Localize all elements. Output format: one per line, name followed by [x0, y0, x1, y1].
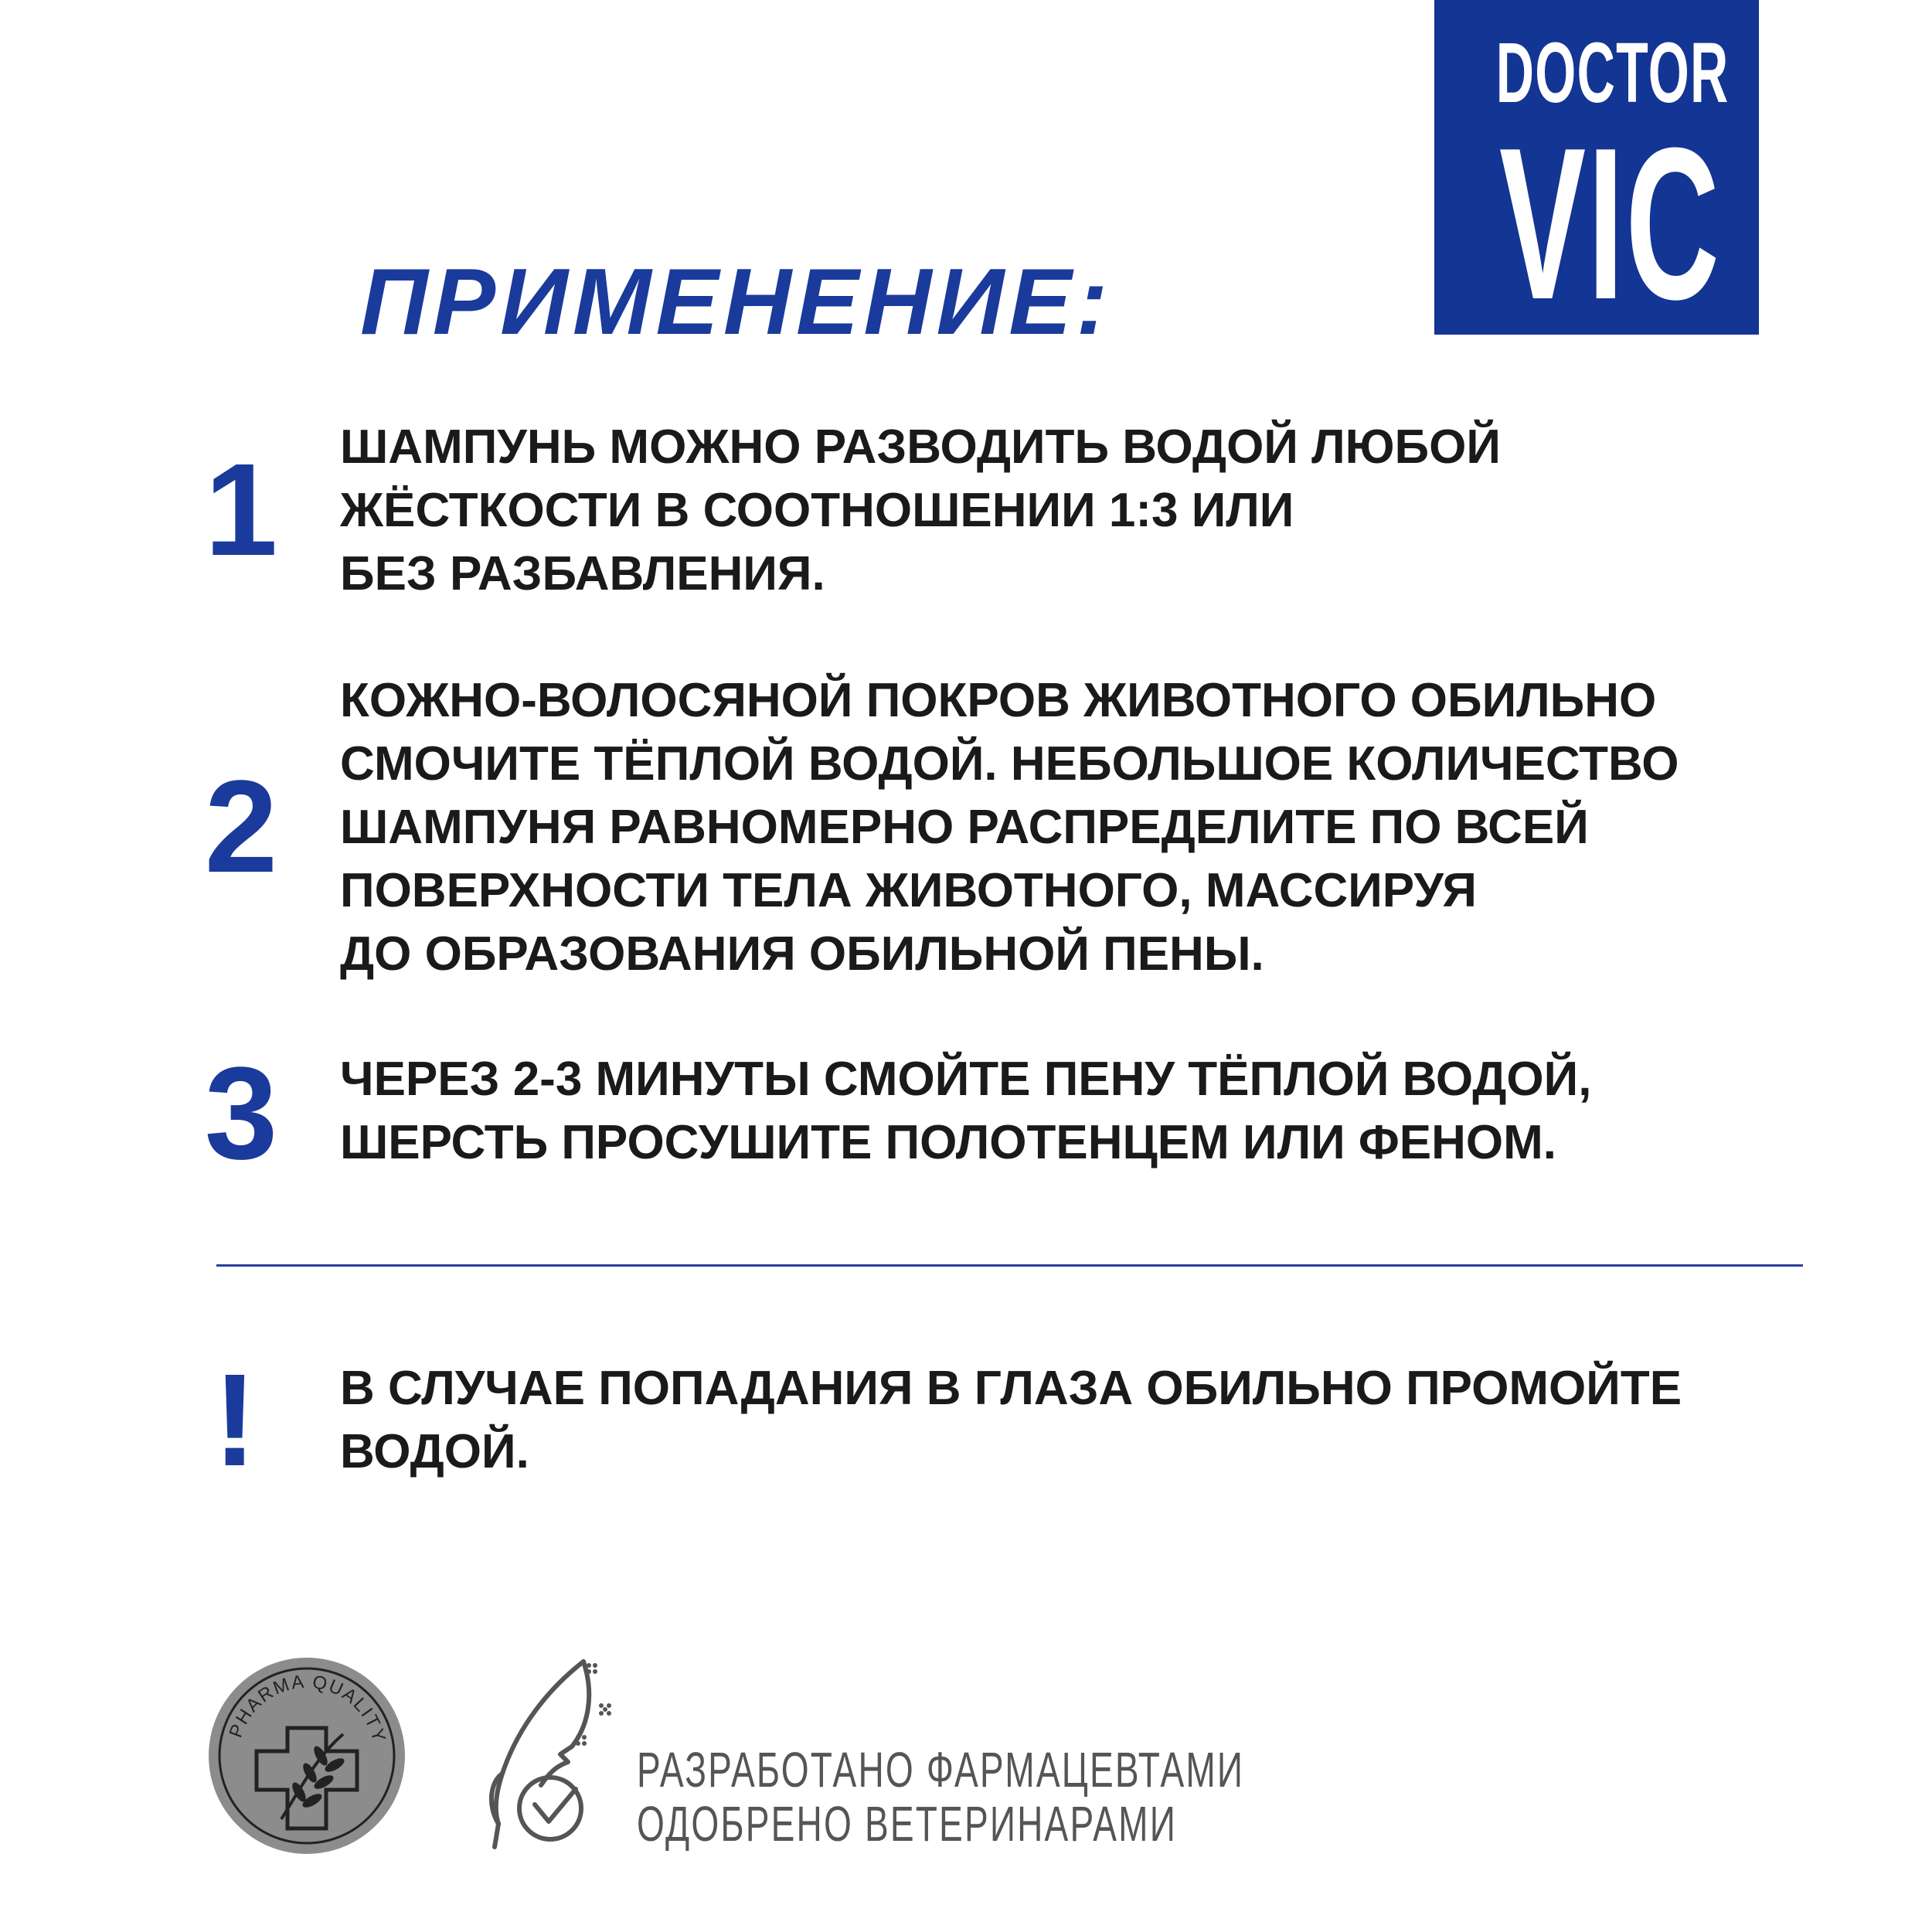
step-text: [340, 669, 1808, 986]
step-line: КОЖНО-ВОЛОСЯНОЙ ПОКРОВ ЖИВОТНОГО ОБИЛЬНО: [340, 674, 1657, 727]
step-line: БЕЗ РАЗБАВЛЕНИЯ.: [340, 547, 825, 600]
footer-claims: [637, 1743, 1244, 1851]
brand-line2: VIC: [1499, 104, 1722, 345]
brand-logo: [1434, 0, 1759, 345]
divider: [216, 1264, 1803, 1267]
step-number: 1: [204, 437, 278, 583]
feather-check-icon: [464, 1658, 626, 1851]
footer-line1: РАЗРАБОТАНО ФАРМАЦЕВТАМИ: [637, 1742, 1245, 1798]
step-line: ШАМПУНЯ РАВНОМЕРНО РАСПРЕДЕЛИТЕ ПО ВСЕЙ: [340, 801, 1589, 854]
step-number: 2: [204, 753, 278, 900]
step-number: 3: [204, 1040, 278, 1187]
step-line: СМОЧИТЕ ТЁПЛОЙ ВОДОЙ. НЕБОЛЬШОЕ КОЛИЧЕСТВО: [340, 737, 1679, 791]
step-line: ЧЕРЕЗ 2-3 МИНУТЫ СМОЙТЕ ПЕНУ ТЁПЛОЙ ВОДОЙ,: [340, 1053, 1592, 1106]
step-line: ДО ОБРАЗОВАНИЯ ОБИЛЬНОЙ ПЕНЫ.: [340, 927, 1264, 981]
page-title: ПРИМЕНЕНИЕ:: [360, 249, 1113, 354]
badge-text: PHARMA QUALITY: [225, 1671, 390, 1746]
step-line: ЖЁСТКОСТИ В СООТНОШЕНИИ 1:3 ИЛИ: [340, 484, 1294, 537]
step-text: [340, 1048, 1808, 1175]
warning-line: ВОДОЙ.: [340, 1425, 529, 1478]
warning-text: [340, 1357, 1808, 1484]
step-line: ПОВЕРХНОСТИ ТЕЛА ЖИВОТНОГО, МАССИРУЯ: [340, 864, 1477, 917]
step-line: ШАМПУНЬ МОЖНО РАЗВОДИТЬ ВОДОЙ ЛЮБОЙ: [340, 420, 1501, 474]
warning-line: В СЛУЧАЕ ПОПАДАНИЯ В ГЛАЗА ОБИЛЬНО ПРОМОЙТЕ: [340, 1362, 1682, 1415]
footer-line2: ОДОБРЕНО ВЕТЕРИНАРАМИ: [637, 1796, 1177, 1852]
pharma-quality-badge-icon: [208, 1657, 406, 1855]
step-text: [340, 416, 1808, 606]
step-line: ШЕРСТЬ ПРОСУШИТЕ ПОЛОТЕНЦЕМ ИЛИ ФЕНОМ.: [340, 1116, 1557, 1169]
brand-line1: DOCTOR: [1495, 26, 1730, 121]
warning-icon: !: [213, 1347, 257, 1494]
